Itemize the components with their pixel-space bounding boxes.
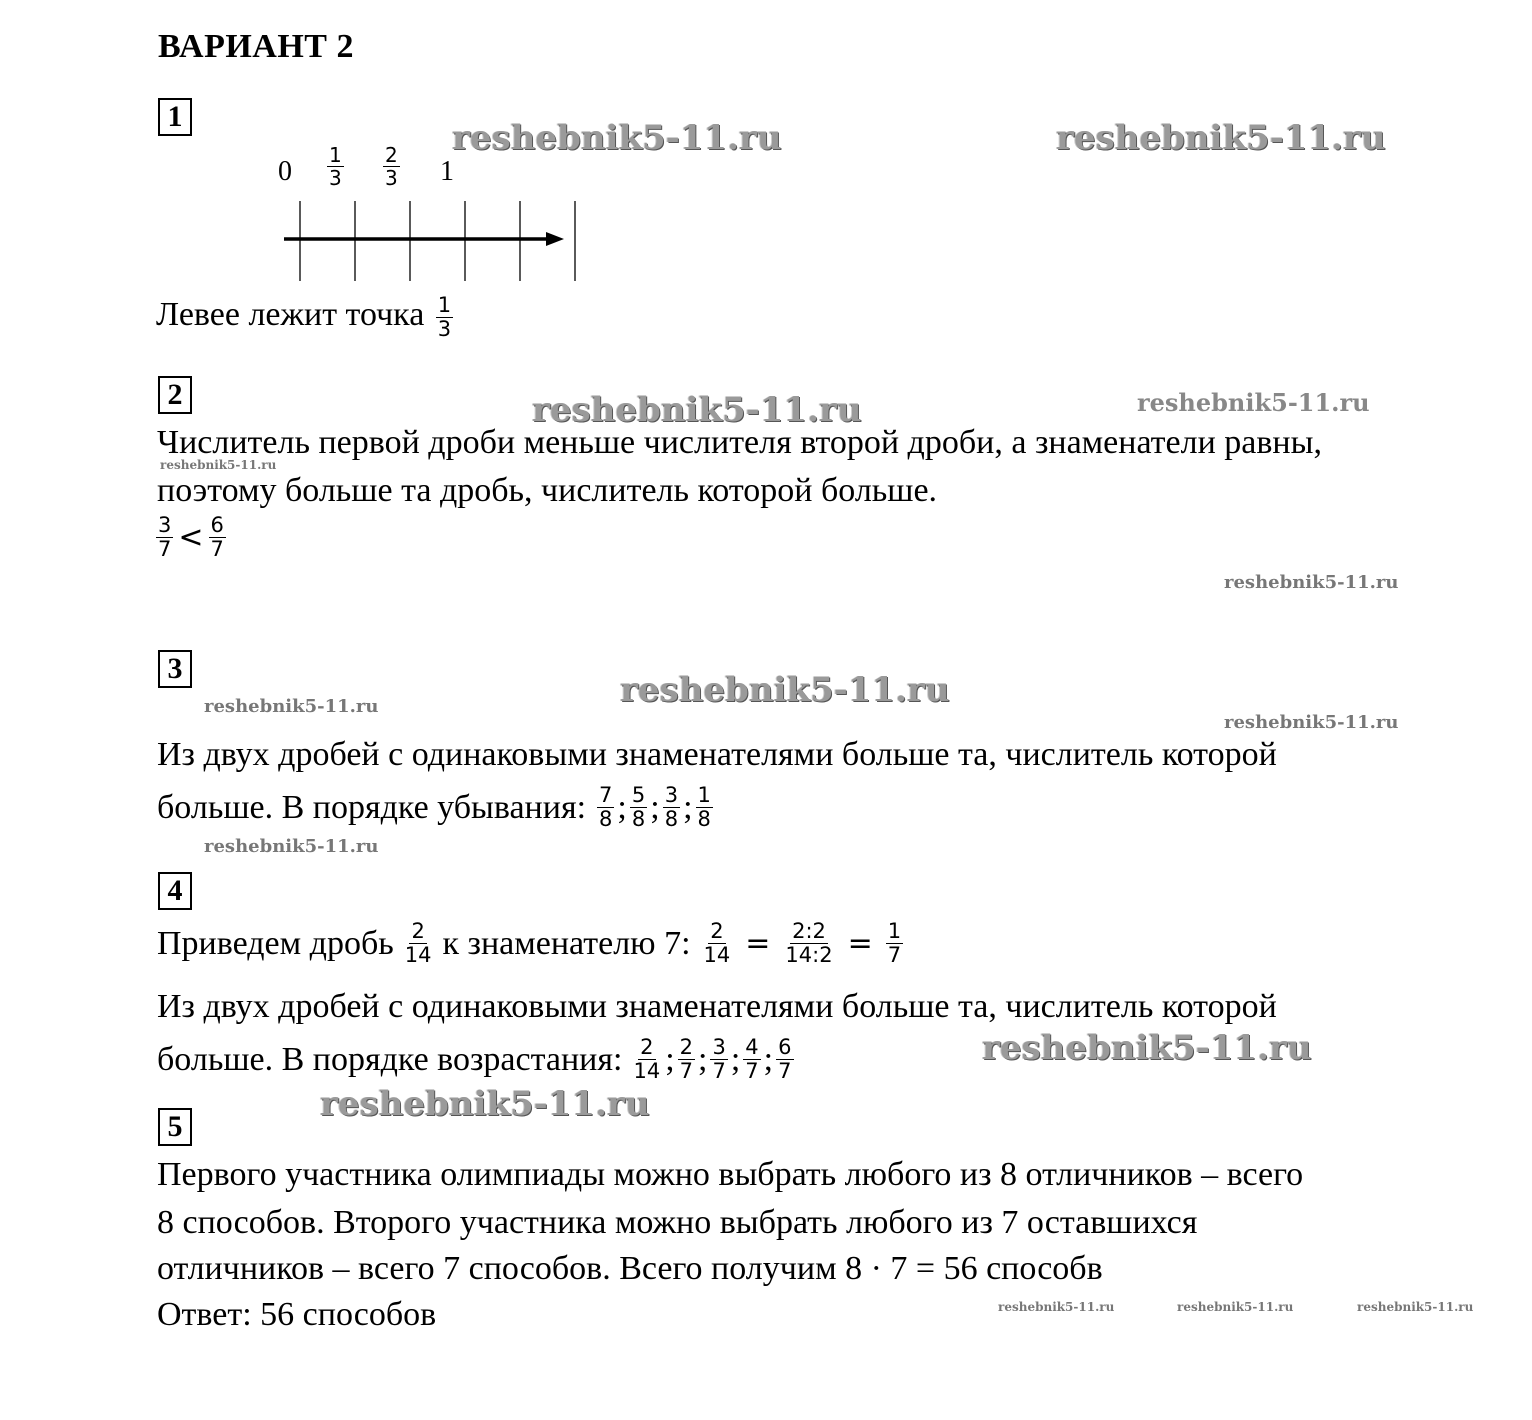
fraction: $\frac{6}{7}$: [778, 1035, 792, 1083]
task4-line: Приведем дробь $\frac{2}{14}$ к знаменателю 7: $\frac{2}{14}$ = $\frac{2:2}{14:2}$ = $\frac{1}{7}$: [157, 919, 902, 967]
number-line-label-one-third: $\frac{1}{3}$: [329, 143, 342, 190]
task-number: 2: [158, 376, 192, 414]
fraction: $\frac{2}{14}$: [703, 919, 731, 967]
page-title: ВАРИАНТ 2: [158, 28, 354, 65]
watermark: reshebnik5-11.ru: [452, 118, 782, 158]
watermark: reshebnik5-11.ru: [1137, 388, 1370, 417]
fraction: $\frac{2}{14}$: [404, 919, 432, 967]
number-line-label-two-thirds: $\frac{2}{3}$: [385, 143, 398, 190]
fraction: $\frac{2:2}{14:2}$: [785, 919, 833, 967]
task5-line: 8 способов. Второго участника можно выбрать любого из 7 оставшихся: [157, 1204, 1198, 1241]
fraction: $\frac{1}{8}$: [697, 783, 711, 831]
task2-line: Числитель первой дроби меньше числителя второй дроби, а знаменатели равны,: [157, 424, 1322, 461]
watermark: reshebnik5-11.ru: [532, 390, 862, 430]
fraction: $\frac{7}{8}$: [599, 783, 613, 831]
task5-line: отличников – всего 7 способов. Всего получим 8 · 7 = 56 способв: [157, 1250, 1103, 1287]
task3-line: Из двух дробей с одинаковыми знаменателями больше та, числитель которой: [157, 736, 1277, 773]
fraction: $\frac{1}{7}$: [887, 919, 902, 967]
equals-sign: =: [847, 925, 873, 961]
task1-answer: Левее лежит точка $\frac{1}{3}$: [156, 292, 452, 341]
fraction: $\frac{3}{7}$: [158, 513, 172, 561]
less-than-sign: <: [178, 520, 204, 555]
fraction: $\frac{2}{7}$: [679, 1035, 694, 1083]
watermark: reshebnik5-11.ru: [1224, 712, 1399, 733]
number-line: [270, 195, 590, 285]
task-number: 5: [158, 1108, 192, 1146]
watermark: reshebnik5-11.ru: [1056, 118, 1386, 158]
watermark: reshebnik5-11.ru: [620, 670, 950, 710]
fraction: $\frac{6}{7}$: [210, 513, 224, 561]
task2-line: поэтому больше та дробь, числитель которой больше.: [157, 472, 938, 509]
arrow-head-icon: [546, 232, 564, 246]
task-number: 4: [158, 872, 192, 910]
watermark: reshebnik5-11.ru: [1357, 1300, 1474, 1314]
watermark: reshebnik5-11.ru: [1177, 1300, 1294, 1314]
watermark: reshebnik5-11.ru: [204, 696, 379, 717]
watermark: reshebnik5-11.ru: [204, 836, 379, 857]
watermark: reshebnik5-11.ru: [320, 1084, 650, 1124]
watermark: reshebnik5-11.ru: [998, 1300, 1115, 1314]
fraction: $\frac{5}{8}$: [631, 783, 646, 831]
fraction: $\frac{2}{14}$: [633, 1035, 661, 1083]
fraction: $\frac{4}{7}$: [745, 1035, 759, 1083]
fraction: $\frac{1}{3}$: [437, 292, 452, 341]
task3-line: больше. В порядке убывания: $\frac{7}{8}$ ; $\frac{5}{8}$ ; $\frac{3}{8}$ ; $\frac{1}{8}$: [157, 783, 711, 831]
watermark: reshebnik5-11.ru: [160, 458, 277, 472]
task-number: 1: [158, 98, 192, 136]
task2-comparison: [153, 514, 229, 561]
fraction: $\frac{3}{7}$: [712, 1035, 726, 1083]
equals-sign: =: [745, 925, 771, 961]
number-line-label-one: 1: [440, 156, 454, 187]
watermark: reshebnik5-11.ru: [982, 1028, 1312, 1068]
task4-line: Из двух дробей с одинаковыми знаменателями больше та, числитель которой: [157, 988, 1277, 1025]
task5-line: Первого участника олимпиады можно выбрать любого из 8 отличников – всего: [157, 1156, 1304, 1193]
watermark: reshebnik5-11.ru: [1224, 572, 1399, 593]
task-number: 3: [158, 650, 192, 688]
task4-line: больше. В порядке возрастания: $\frac{2}{14}$ ; $\frac{2}{7}$ ; $\frac{3}{7}$ ; $\frac{4}{7}$ ; $\frac{6}{7}$: [157, 1035, 792, 1083]
number-line-label-zero: 0: [278, 156, 292, 187]
fraction: $\frac{3}{8}$: [664, 783, 679, 831]
task5-answer: Ответ: 56 способов: [157, 1296, 437, 1333]
